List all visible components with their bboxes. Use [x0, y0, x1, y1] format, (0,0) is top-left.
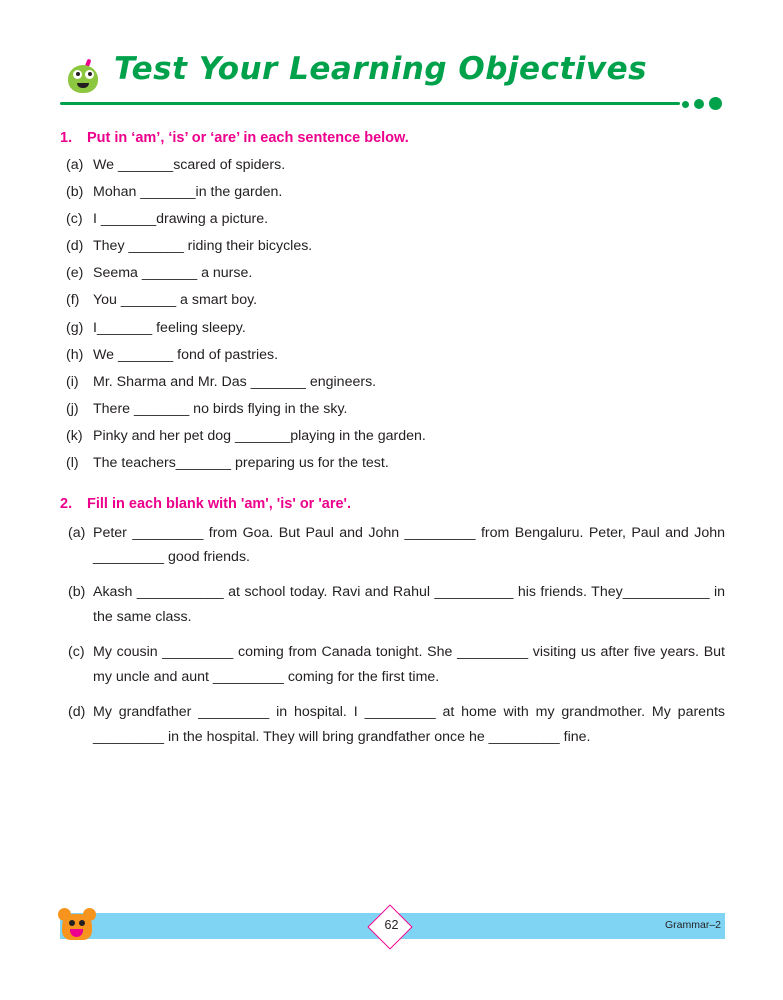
question-1-items — [60, 155, 725, 474]
item-label: (d) — [68, 704, 86, 721]
list-item — [60, 700, 725, 749]
item-text: Peter _________ from Goa. But Paul and John _________ from Bengaluru. Peter, Paul and John _________ good friends. — [93, 524, 725, 566]
question-2-items — [60, 521, 725, 749]
question-block-1 — [60, 130, 725, 474]
item-text: Pinky and her pet dog _______playing in the garden. — [93, 427, 426, 444]
item-text: My cousin _________ coming from Canada tonight. She _________ visiting us after five years. But my uncle and aunt _________ coming for the first time. — [93, 644, 725, 685]
item-label: (h) — [66, 346, 84, 363]
page-number-badge — [365, 910, 419, 942]
list-item — [60, 290, 725, 311]
question-1-heading — [60, 130, 725, 146]
item-text: I_______ feeling sleepy. — [93, 319, 246, 336]
book-label: Grammar–2 — [664, 919, 721, 931]
item-text: Mohan _______in the garden. — [93, 184, 283, 201]
list-item — [60, 182, 725, 203]
list-item — [60, 640, 725, 689]
item-label: (a) — [68, 524, 86, 541]
item-label: (b) — [68, 584, 86, 601]
page-footer — [0, 908, 783, 948]
item-text: We _______ fond of pastries. — [93, 346, 279, 363]
list-item — [60, 399, 725, 420]
item-text: The teachers_______ preparing us for the test. — [93, 455, 389, 472]
exercise-content — [60, 130, 725, 760]
question-1-prompt: Put in ‘am’, ‘is’ or ‘are’ in each sentence below. — [87, 130, 409, 146]
item-label: (c) — [66, 211, 83, 228]
item-label: (a) — [66, 157, 84, 173]
item-label: (i) — [66, 373, 79, 390]
list-item — [60, 580, 725, 629]
item-text: You _______ a smart boy. — [93, 292, 258, 309]
list-item — [60, 345, 725, 366]
question-2-prompt: Fill in each blank with 'am', 'is' or 'are'. — [87, 495, 352, 512]
green-monster-mascot-icon — [64, 59, 104, 99]
item-text: I _______drawing a picture. — [93, 211, 269, 228]
item-label: (f) — [66, 292, 80, 309]
item-label: (d) — [66, 238, 84, 255]
item-text: Seema _______ a nurse. — [93, 265, 253, 282]
page-header — [60, 51, 725, 117]
page-title: Test Your Learning Objectives — [114, 51, 648, 87]
question-2-number: 2. — [60, 495, 73, 512]
list-item — [60, 521, 725, 570]
list-item — [60, 318, 725, 339]
list-item — [60, 155, 725, 176]
page-number: 62 — [384, 918, 399, 932]
item-text: Mr. Sharma and Mr. Das _______ engineers. — [93, 373, 377, 390]
three-green-dots-icon — [682, 96, 742, 112]
list-item — [60, 236, 725, 257]
orange-animal-mascot-icon — [52, 902, 104, 948]
question-block-2 — [60, 496, 725, 749]
item-label: (j) — [66, 400, 79, 417]
item-label: (l) — [66, 455, 79, 472]
list-item — [60, 263, 725, 284]
list-item — [60, 372, 725, 393]
item-text: They _______ riding their bicycles. — [93, 238, 313, 255]
item-label: (g) — [66, 319, 84, 336]
item-label: (e) — [66, 265, 84, 282]
header-divider — [60, 102, 680, 105]
item-text: My grandfather _________ in hospital. I _________ at home with my grandmother. My parents _________ in the hospital. They will bring grandfather once he _________ fine. — [93, 704, 725, 745]
item-text: Akash ___________ at school today. Ravi and Rahul __________ his friends. They___________ in the same class. — [93, 584, 725, 625]
list-item — [60, 426, 725, 447]
item-label: (k) — [66, 427, 83, 444]
item-label: (c) — [68, 644, 85, 661]
question-1-number: 1. — [60, 130, 73, 146]
list-item — [60, 209, 725, 230]
question-2-heading — [60, 496, 725, 512]
item-text: We _______scared of spiders. — [93, 157, 286, 173]
list-item — [60, 453, 725, 474]
item-label: (b) — [66, 184, 84, 201]
item-text: There _______ no birds flying in the sky. — [93, 400, 348, 417]
